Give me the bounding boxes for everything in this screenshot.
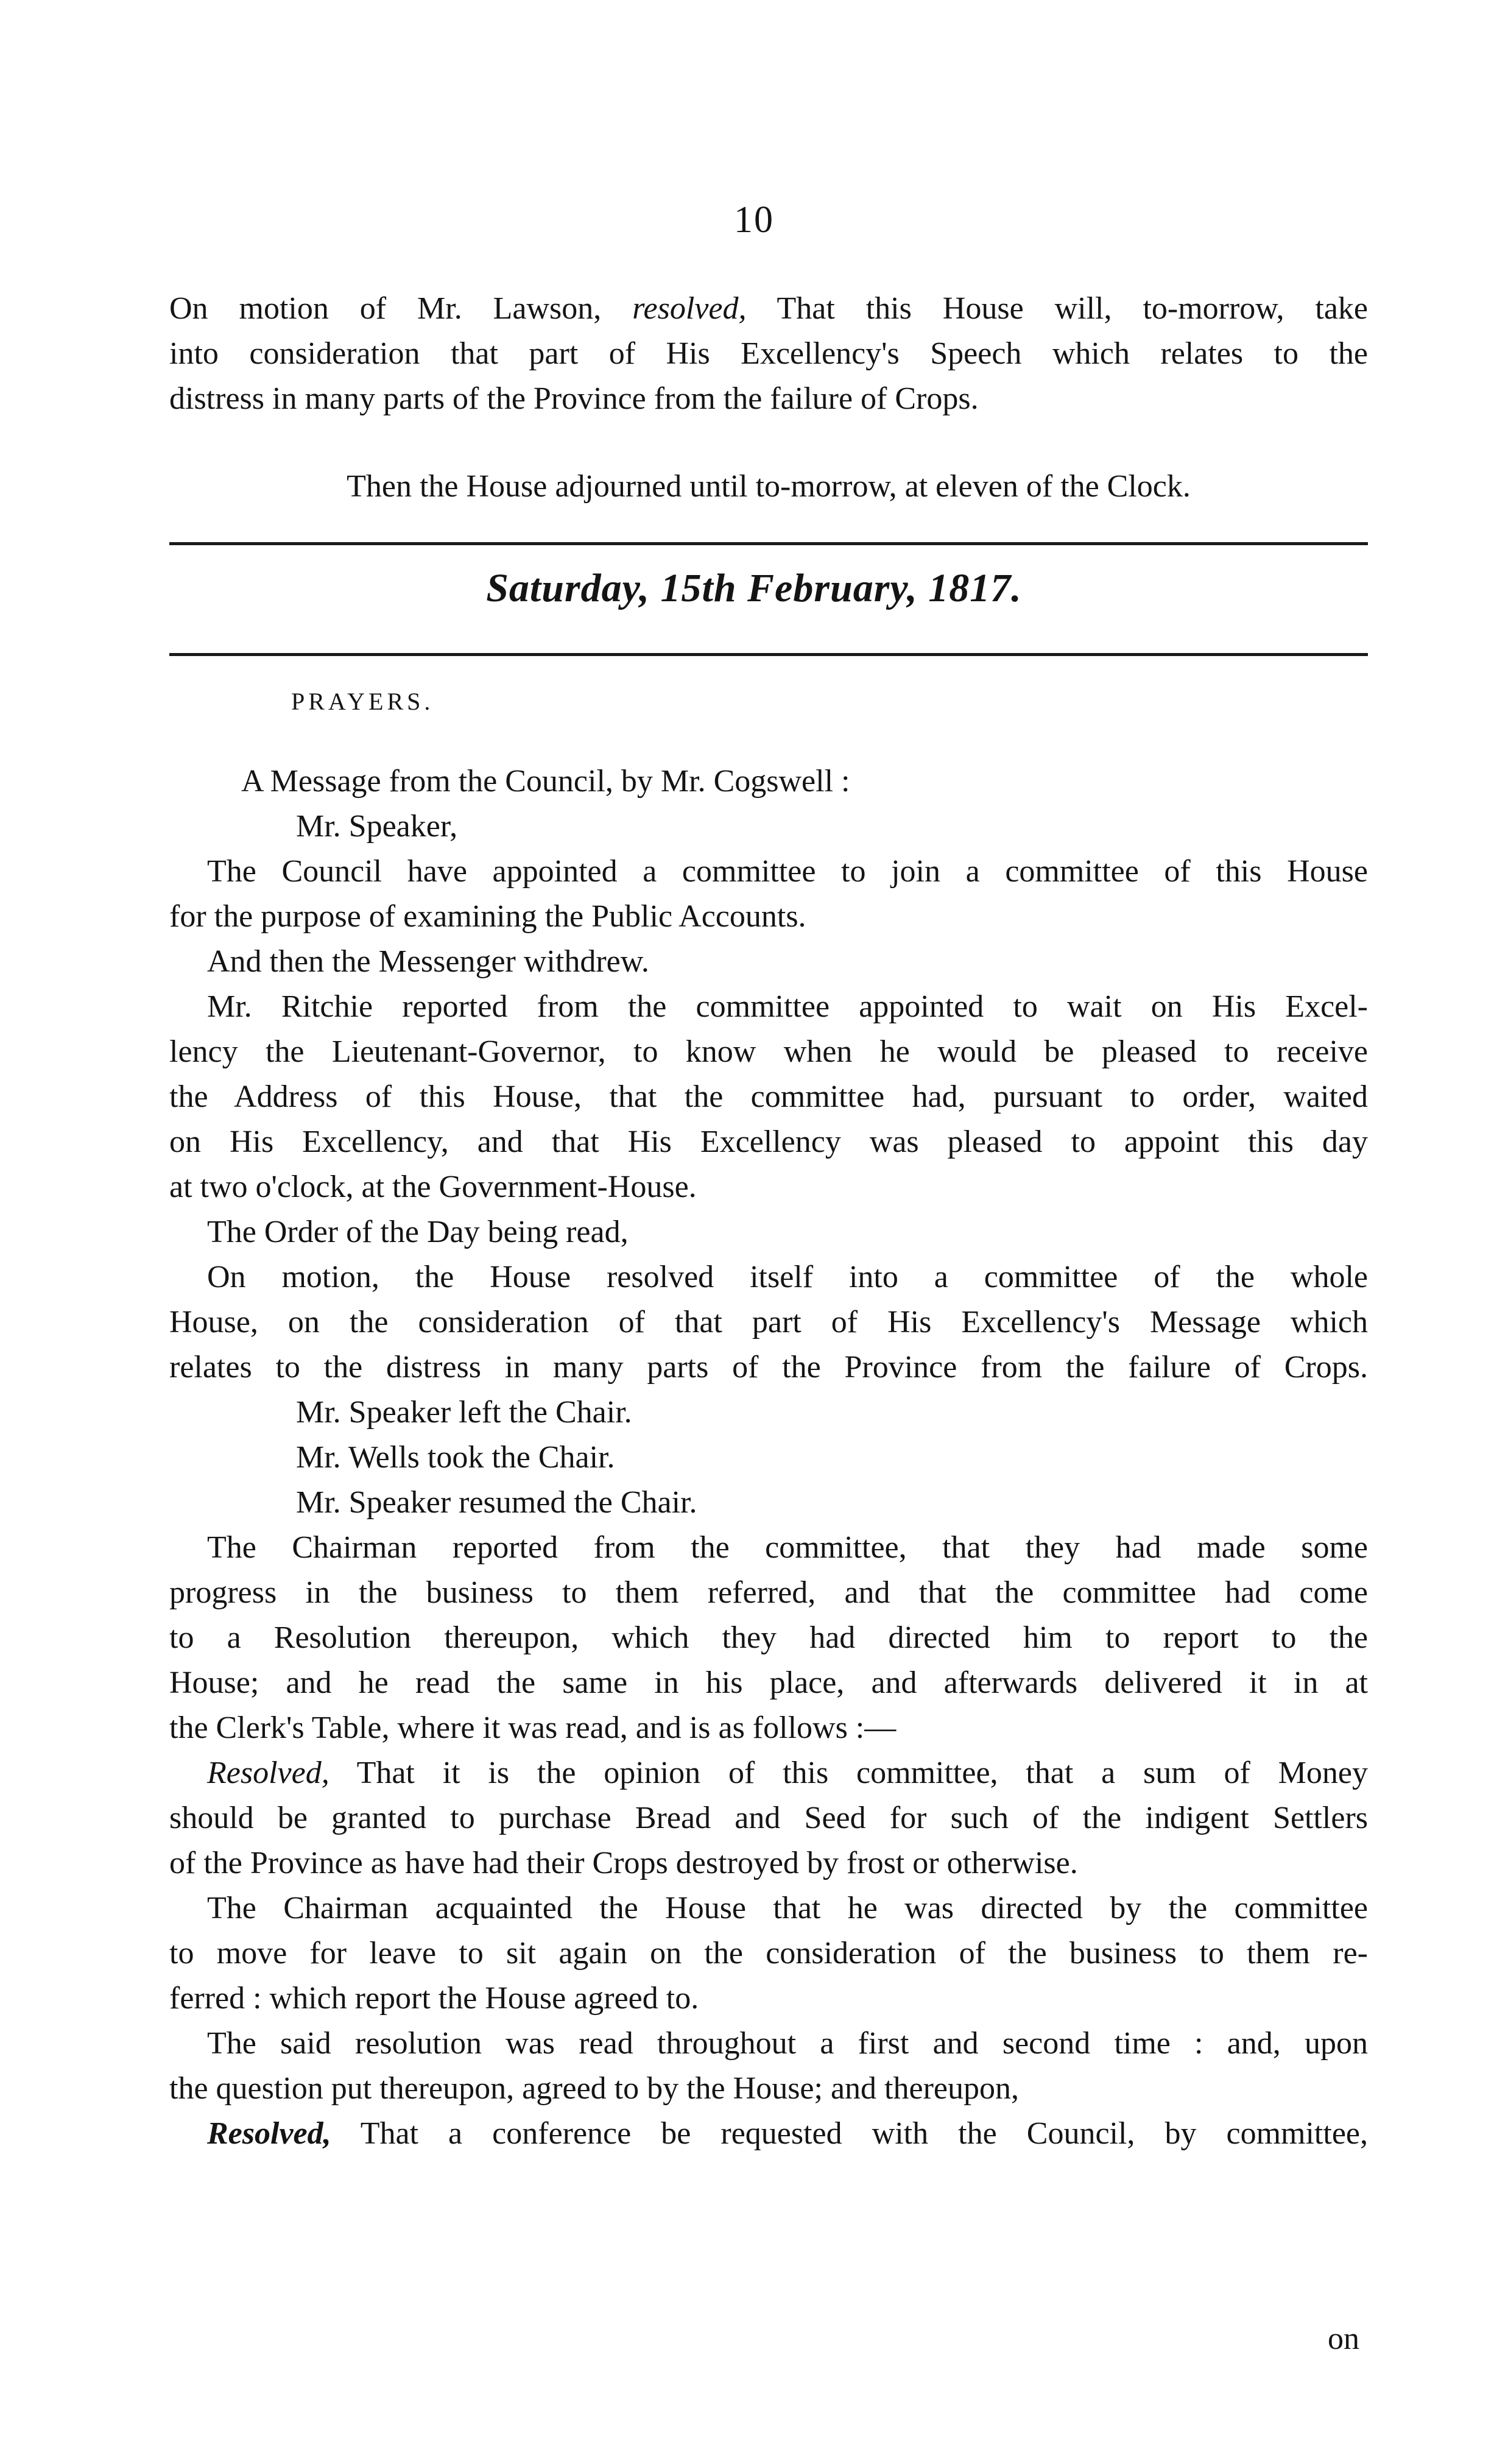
text-line: at two o'clock, at the Government-House. — [169, 1170, 697, 1204]
text-line: And then the Messenger withdrew. — [207, 944, 649, 979]
text-run: On motion of Mr. Lawson, — [169, 291, 633, 326]
text-line: progress in the business to them referred, and that the committee had come — [169, 1575, 1368, 1610]
text-line: on His Excellency, and that His Excellency was pleased to appoint this day — [169, 1124, 1368, 1159]
bottom-rule — [169, 653, 1368, 656]
text-line: of the Province as have had their Crops destroyed by frost or otherwise. — [169, 1846, 1078, 1880]
text-line: The said resolution was read throughout a first and second time : and, upon — [207, 2026, 1368, 2061]
text-line: for the purpose of examining the Public Accounts. — [169, 899, 806, 934]
text-line: Mr. Speaker resumed the Chair. — [296, 1485, 697, 1520]
text-line: A Message from the Council, by Mr. Cogswell : — [241, 764, 850, 799]
text-line: the Address of this House, that the committee had, pursuant to order, waited — [169, 1079, 1368, 1114]
text-line: should be granted to purchase Bread and Seed for such of the indigent Settlers — [169, 1801, 1368, 1835]
italic-resolved: Resolved, — [207, 2116, 331, 2151]
top-rule — [169, 542, 1368, 545]
date-heading: Saturday, 15th February, 1817. — [486, 566, 1022, 610]
text-run: That a conference be requested with the Council, by committee, — [331, 2116, 1368, 2151]
text-line: House, on the consideration of that part of His Excellency's Message which — [169, 1305, 1368, 1340]
text-line: lency the Lieutenant-Governor, to know when he would be pleased to receive — [169, 1034, 1368, 1069]
body-text — [169, 759, 1368, 2156]
opening-paragraph — [169, 286, 1368, 422]
text-line: the Clerk's Table, where it was read, and is as follows :— — [169, 1710, 897, 1745]
text-run: That it is the opinion of this committee, that a sum of Money — [329, 1756, 1368, 1790]
text-line: to move for leave to sit again on the consideration of the business to them re- — [169, 1936, 1368, 1971]
text-run: That this House will, to-morrow, take — [746, 291, 1369, 326]
text-line: On motion, the House resolved itself into a committee of the whole — [207, 1260, 1368, 1294]
text-line: ferred : which report the House agreed to. — [169, 1981, 699, 2016]
text-line: House; and he read the same in his place, and afterwards delivered it in at — [169, 1665, 1368, 1700]
italic-resolved: resolved, — [632, 291, 747, 326]
text-line: Mr. Ritchie reported from the committee appointed to wait on His Excel- — [207, 989, 1368, 1024]
text-line: The Chairman acquainted the House that he was directed by the committee — [207, 1891, 1368, 1926]
text-line: The Council have appointed a committee to join a committee of this House — [207, 854, 1368, 889]
prayers-heading: PRAYERS. — [291, 688, 434, 715]
text-line: Mr. Wells took the Chair. — [296, 1440, 615, 1475]
page-number: 10 — [734, 199, 774, 241]
text-line: the question put thereupon, agreed to by the House; and thereupon, — [169, 2071, 1019, 2106]
text-line: Mr. Speaker, — [296, 809, 458, 844]
text-line: The Order of the Day being read, — [207, 1215, 629, 1249]
text-line: into consideration that part of His Excellency's Speech which relates to the — [169, 336, 1368, 371]
text-line: Mr. Speaker left the Chair. — [296, 1395, 632, 1430]
adjournment-paragraph: Then the House adjourned until to-morrow, at eleven of the Clock. — [347, 469, 1191, 504]
text-line: to a Resolution thereupon, which they had directed him to report to the — [169, 1620, 1368, 1655]
text-line: The Chairman reported from the committee, that they had made some — [207, 1530, 1368, 1565]
text-line — [169, 1751, 1368, 1796]
text-line — [169, 2111, 1368, 2156]
italic-resolved: Resolved, — [207, 1756, 329, 1790]
catchword: on — [1328, 2321, 1359, 2356]
text-line: relates to the distress in many parts of the Province from the failure of Crops. — [169, 1350, 1368, 1385]
text-line — [169, 286, 1368, 331]
text-line: distress in many parts of the Province from the failure of Crops. — [169, 381, 979, 416]
